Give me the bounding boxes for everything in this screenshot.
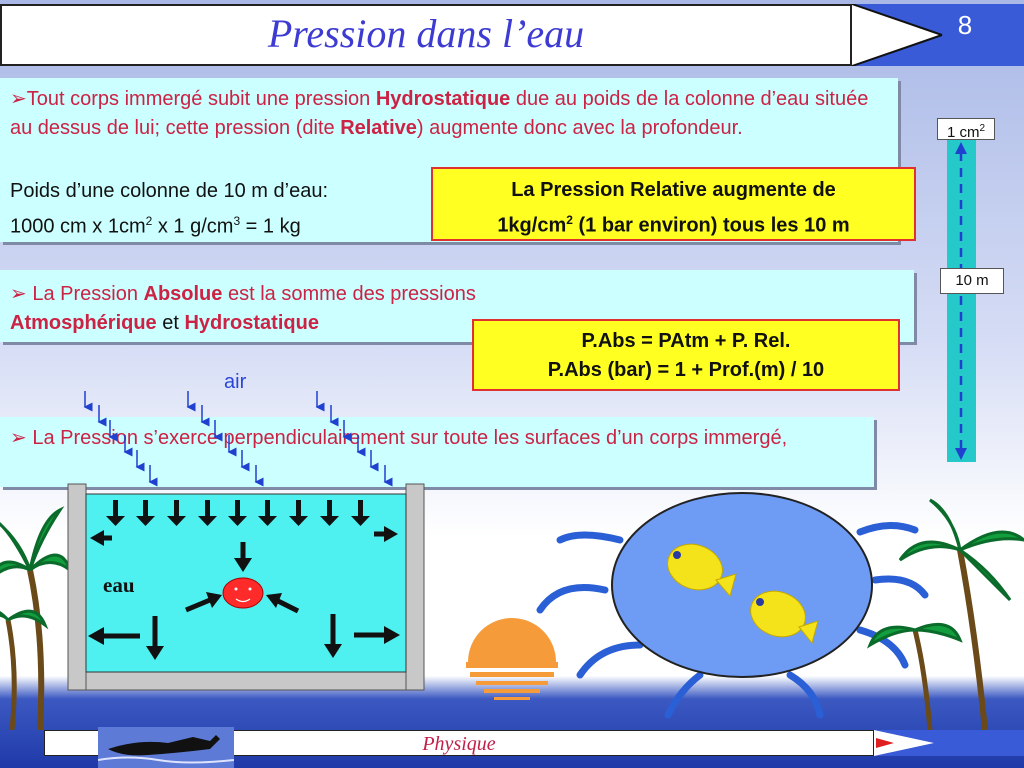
box-part: (1 bar environ) tous les 10 m bbox=[572, 214, 850, 237]
scale-top-label bbox=[937, 118, 995, 140]
text-part: due au poids de la colonne d’eau située au dessus de lui; cette pression (dite bbox=[10, 88, 869, 139]
text-part: Tout corps immergé subit une pression bbox=[26, 88, 376, 110]
formula-part: = 1 kg bbox=[240, 215, 301, 238]
sun-icon bbox=[466, 618, 558, 700]
palm-tree-icon bbox=[0, 510, 70, 730]
box-sup: 2 bbox=[566, 213, 573, 227]
depth-arrow-icon bbox=[947, 140, 976, 462]
column-weight-formula bbox=[10, 207, 301, 242]
scale-sup: 2 bbox=[979, 123, 986, 134]
term-hydrostatique: Hydrostatique bbox=[184, 312, 319, 334]
perpendicular-text bbox=[10, 424, 850, 453]
footer-subject: Physique bbox=[422, 733, 496, 755]
absolute-formula-box bbox=[472, 319, 900, 391]
term-hydrostatique: Hydrostatique bbox=[375, 88, 511, 110]
term-absolue: Absolue bbox=[143, 283, 223, 305]
bullet-arrow-icon: ➢ bbox=[10, 88, 27, 110]
box-part: 1kg/cm bbox=[497, 214, 567, 237]
formula-part: 1000 cm x 1cm bbox=[10, 215, 146, 238]
box-line: P.Abs = PAtm + P. Rel. bbox=[581, 330, 791, 352]
text-part: La Pression s’exerce perpendiculairement sur toute les surfaces d’un corps immergé, bbox=[32, 427, 788, 449]
air-label: air bbox=[224, 371, 247, 393]
bullet-arrow-icon: ➢ bbox=[10, 283, 33, 305]
formula-sup: 2 bbox=[145, 214, 153, 228]
text-part: est la somme des pressions bbox=[222, 283, 476, 305]
footer-flag-icon bbox=[874, 730, 1024, 756]
box-line bbox=[433, 205, 914, 241]
box-line: La Pression Relative augmente de bbox=[511, 179, 836, 201]
term-atmospherique: Atmosphérique bbox=[10, 312, 157, 334]
slide-title: Pression dans l’eau bbox=[267, 11, 585, 56]
relative-pressure-box bbox=[431, 167, 916, 241]
text-part: ) augmente donc avec la profondeur. bbox=[416, 117, 743, 139]
formula-part: x 1 g/cm bbox=[152, 215, 234, 238]
text-part: La Pression bbox=[32, 283, 144, 305]
pennant-flag-icon bbox=[852, 4, 1024, 66]
scale-text: 1 cm bbox=[946, 124, 980, 141]
formula-sup: 3 bbox=[233, 214, 241, 228]
term-relative: Relative bbox=[340, 117, 417, 139]
fish-bubble bbox=[612, 493, 872, 677]
page-number: 8 bbox=[957, 10, 973, 40]
box-line: P.Abs (bar) = 1 + Prof.(m) / 10 bbox=[547, 359, 825, 381]
scale-depth-label: 10 m bbox=[940, 268, 1004, 294]
bullet-arrow-icon: ➢ bbox=[10, 427, 33, 449]
text-part: et bbox=[156, 312, 185, 334]
column-weight-line: Poids d’une colonne de 10 m d’eau: bbox=[10, 180, 329, 202]
hydrostatic-text bbox=[10, 85, 890, 143]
absolute-text-line2 bbox=[10, 309, 319, 338]
scene-illustration bbox=[0, 480, 1024, 730]
absolute-text-line1 bbox=[10, 280, 476, 309]
water-label: eau bbox=[103, 573, 135, 597]
immersed-body-icon bbox=[223, 578, 263, 608]
